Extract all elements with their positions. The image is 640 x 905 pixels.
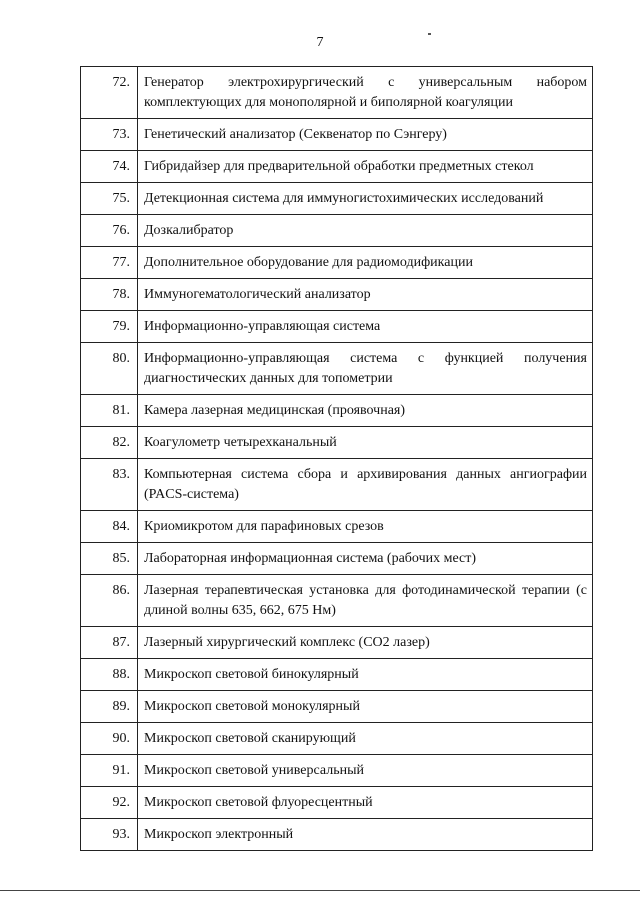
row-text: Генератор электрохирургический с универсальным набором комплектующих для монополярной и биполярной коагуляции bbox=[138, 67, 593, 119]
row-number: 89. bbox=[81, 691, 138, 723]
row-number: 73. bbox=[81, 119, 138, 151]
row-number: 83. bbox=[81, 459, 138, 511]
row-number: 87. bbox=[81, 627, 138, 659]
table-row bbox=[81, 215, 593, 247]
table-row bbox=[81, 659, 593, 691]
scan-speck bbox=[428, 33, 431, 35]
row-number: 78. bbox=[81, 279, 138, 311]
table-row bbox=[81, 575, 593, 627]
row-text: Лазерная терапевтическая установка для фотодинамической терапии (с длиной волны 635, 662, 675 Нм) bbox=[138, 575, 593, 627]
row-number: 72. bbox=[81, 67, 138, 119]
row-text: Микроскоп световой флуоресцентный bbox=[138, 787, 593, 819]
row-text: Микроскоп световой бинокулярный bbox=[138, 659, 593, 691]
table-row bbox=[81, 151, 593, 183]
page-number: 7 bbox=[316, 35, 324, 50]
table-row bbox=[81, 247, 593, 279]
table-row bbox=[81, 543, 593, 575]
table-row bbox=[81, 119, 593, 151]
table-row bbox=[81, 819, 593, 851]
row-number: 93. bbox=[81, 819, 138, 851]
row-number: 86. bbox=[81, 575, 138, 627]
table-row bbox=[81, 723, 593, 755]
row-text: Дополнительное оборудование для радиомодификации bbox=[138, 247, 593, 279]
row-number: 81. bbox=[81, 395, 138, 427]
table-row bbox=[81, 343, 593, 395]
row-text: Детекционная система для иммуногистохимических исследований bbox=[138, 183, 593, 215]
table-row bbox=[81, 311, 593, 343]
row-text: Микроскоп световой универсальный bbox=[138, 755, 593, 787]
row-number: 79. bbox=[81, 311, 138, 343]
row-text: Коагулометр четырехканальный bbox=[138, 427, 593, 459]
row-text: Компьютерная система сбора и архивирования данных ангиографии (PACS-система) bbox=[138, 459, 593, 511]
table-row bbox=[81, 67, 593, 119]
table-row bbox=[81, 691, 593, 723]
row-text: Камера лазерная медицинская (проявочная) bbox=[138, 395, 593, 427]
table-row bbox=[81, 459, 593, 511]
table-row bbox=[81, 395, 593, 427]
row-text: Микроскоп световой монокулярный bbox=[138, 691, 593, 723]
row-number: 80. bbox=[81, 343, 138, 395]
row-text: Генетический анализатор (Секвенатор по Сэнгеру) bbox=[138, 119, 593, 151]
table-row bbox=[81, 279, 593, 311]
row-number: 76. bbox=[81, 215, 138, 247]
scan-bottom-edge bbox=[0, 890, 640, 891]
row-text: Криомикротом для парафиновых срезов bbox=[138, 511, 593, 543]
row-text: Дозкалибратор bbox=[138, 215, 593, 247]
row-number: 75. bbox=[81, 183, 138, 215]
row-number: 74. bbox=[81, 151, 138, 183]
table-row bbox=[81, 787, 593, 819]
row-number: 82. bbox=[81, 427, 138, 459]
row-text: Микроскоп световой сканирующий bbox=[138, 723, 593, 755]
row-number: 92. bbox=[81, 787, 138, 819]
row-number: 91. bbox=[81, 755, 138, 787]
equipment-table bbox=[80, 66, 593, 851]
table-row bbox=[81, 511, 593, 543]
row-text: Информационно-управляющая система bbox=[138, 311, 593, 343]
row-text: Гибридайзер для предварительной обработки предметных стекол bbox=[138, 151, 593, 183]
table-row bbox=[81, 183, 593, 215]
row-number: 77. bbox=[81, 247, 138, 279]
row-number: 84. bbox=[81, 511, 138, 543]
row-text: Информационно-управляющая система с функцией получения диагностических данных для топометрии bbox=[138, 343, 593, 395]
table-row bbox=[81, 755, 593, 787]
row-number: 85. bbox=[81, 543, 138, 575]
row-text: Микроскоп электронный bbox=[138, 819, 593, 851]
table-row bbox=[81, 427, 593, 459]
row-number: 88. bbox=[81, 659, 138, 691]
row-text: Лабораторная информационная система (рабочих мест) bbox=[138, 543, 593, 575]
table-row bbox=[81, 627, 593, 659]
row-text: Лазерный хирургический комплекс (СО2 лазер) bbox=[138, 627, 593, 659]
row-text: Иммуногематологический анализатор bbox=[138, 279, 593, 311]
row-number: 90. bbox=[81, 723, 138, 755]
